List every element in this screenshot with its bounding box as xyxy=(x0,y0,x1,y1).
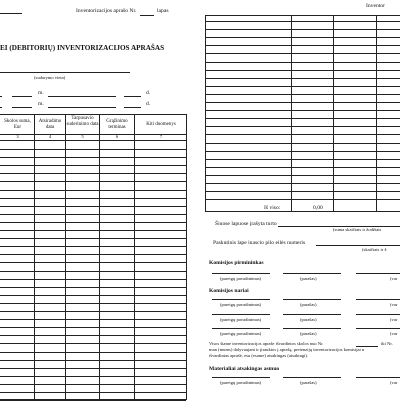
month-label-2: m. xyxy=(38,101,44,107)
declaration-line-1: Visos šiame inventorizacijos apraše išvardintos skolos nuo Nr. xyxy=(209,341,324,346)
table-row-line xyxy=(206,118,400,119)
table-row-line xyxy=(206,94,400,95)
caption-name: (var xyxy=(390,331,398,336)
filled-pages-label: Šiuose lapuose įrašyta turto xyxy=(215,221,277,227)
caption-sum-in-words: (suma skaičiais ir žodžiais xyxy=(333,227,382,232)
column-number: 4 xyxy=(48,134,52,139)
caption-signature: (parašas) xyxy=(300,331,317,336)
table-row-line xyxy=(0,254,186,255)
table-row-line xyxy=(0,262,186,263)
caption-position: (pareigų pavadinimas) xyxy=(220,317,262,322)
table-row-line xyxy=(206,143,400,144)
table-row-line xyxy=(206,53,400,54)
table-row-line xyxy=(0,311,186,312)
column-header-origin-date: Atsiradimo data xyxy=(38,119,62,130)
header-page-label: lapas xyxy=(157,8,169,14)
table-row-line xyxy=(206,159,400,160)
table-row-line xyxy=(0,279,186,280)
table-row-line xyxy=(206,70,400,71)
caption-signature: (parašas) xyxy=(300,317,317,322)
caption-position: (pareigų pavadinimas) xyxy=(220,331,262,336)
caption-name: (var xyxy=(390,317,398,322)
table-row-line xyxy=(0,246,186,247)
caption-signature: (parašas) xyxy=(300,302,317,307)
declaration-line-1b: iki Nr. xyxy=(381,341,393,346)
caption-name: (var xyxy=(390,276,398,281)
table-row-line xyxy=(0,157,186,158)
table-row-line xyxy=(206,21,400,22)
table-row-line xyxy=(0,335,186,336)
table-row-line xyxy=(206,126,400,127)
total-label: Iš viso: xyxy=(264,205,281,211)
table-row-line xyxy=(206,78,400,79)
table-row-line xyxy=(0,230,186,231)
caption-position: (pareigų pavadinimas) xyxy=(220,380,262,385)
column-number: 3 xyxy=(16,134,19,139)
table-row-line xyxy=(0,352,186,353)
table-row-line xyxy=(206,183,400,184)
caption-signature: (parašas) xyxy=(300,276,317,281)
caption-signature: (parašas) xyxy=(300,380,317,385)
caption-position: (pareigų pavadinimas) xyxy=(220,302,262,307)
column-header-reconciliation-date: Tarpusavio suderinimo data xyxy=(66,116,99,127)
chairman-label: Komisijos pirmininkas xyxy=(209,260,264,266)
caption-place: (sudarymo vieta) xyxy=(34,75,66,80)
table-row-line xyxy=(0,360,186,361)
right-header-label: Inventor xyxy=(366,3,385,9)
table-row-line xyxy=(0,376,186,377)
table-row-line xyxy=(206,151,400,152)
table-row-line xyxy=(0,173,186,174)
debtors-table xyxy=(0,114,187,400)
column-header-return-term: Grąžinimo terminas xyxy=(106,119,128,130)
table-row-line xyxy=(206,199,400,200)
document-title: EI (DEBITORIŲ) INVENTORIZACIJOS APRAŠAS xyxy=(0,44,165,52)
table-row-line xyxy=(0,303,186,304)
table-row-line xyxy=(0,198,186,199)
responsible-person-label: Materialiai atsakingas asmuo xyxy=(209,366,280,372)
table-row-line xyxy=(0,149,186,150)
table-row-line xyxy=(206,86,400,87)
table-row-line xyxy=(0,238,186,239)
declaration-line-2: man (mums) dalyvaujant ir įtrauktos į aprašą, pretenzijų inventorizacijos komisijai n xyxy=(209,347,365,352)
column-number: 7 xyxy=(159,134,163,139)
table-row-line xyxy=(0,368,186,369)
column-number: 6 xyxy=(115,134,119,139)
table-row-line xyxy=(0,271,186,272)
table-row-line xyxy=(0,295,186,296)
table-row-line xyxy=(0,222,186,223)
table-row-line xyxy=(206,167,400,168)
table-row-line xyxy=(0,214,186,215)
day-label-1: d. xyxy=(146,90,151,96)
total-value: 0,00 xyxy=(313,205,323,211)
table-row-line xyxy=(0,343,186,344)
column-number: 5 xyxy=(81,134,84,139)
table-row-line xyxy=(0,181,186,182)
column-header-other-data: Kiti duomenys xyxy=(146,122,176,127)
day-label-2: d. xyxy=(146,101,151,107)
table-row-line xyxy=(0,319,186,320)
table-row-line xyxy=(206,37,400,38)
table-row-line xyxy=(0,392,186,393)
caption-name: (var xyxy=(390,380,398,385)
table-row-line xyxy=(206,191,400,192)
table-row-line xyxy=(206,45,400,46)
caption-number-in-words: (skaičiais ir ž xyxy=(362,247,387,252)
table-row-line xyxy=(206,62,400,63)
table-row-line xyxy=(0,165,186,166)
table-row-line xyxy=(0,190,186,191)
table-row-line xyxy=(206,134,400,135)
table-row-line xyxy=(206,110,400,111)
table-row-line xyxy=(206,175,400,176)
column-header-debt-amount: Skolos suma, Eur xyxy=(4,119,31,130)
continuation-table xyxy=(205,15,400,212)
caption-name: (var xyxy=(390,302,398,307)
table-row-line xyxy=(0,384,186,385)
members-label: Komisijos nariai xyxy=(209,288,249,294)
header-inventory-number-label: Inventorizacijos aprašo Nr. xyxy=(76,8,137,14)
last-number-label: Paskutinis lape inascio pilo eilės numeris xyxy=(213,240,306,246)
table-row-line xyxy=(0,206,186,207)
caption-position: (pareigų pavadinimas) xyxy=(220,276,262,281)
declaration-line-3: išvardintas aprašė, esu (esame) atsakingas (atsakingi). xyxy=(209,353,309,358)
table-row-line xyxy=(206,29,400,30)
table-row-line xyxy=(0,327,186,328)
table-row-line xyxy=(0,287,186,288)
table-row-line xyxy=(206,102,400,103)
month-label-1: m. xyxy=(38,90,44,96)
